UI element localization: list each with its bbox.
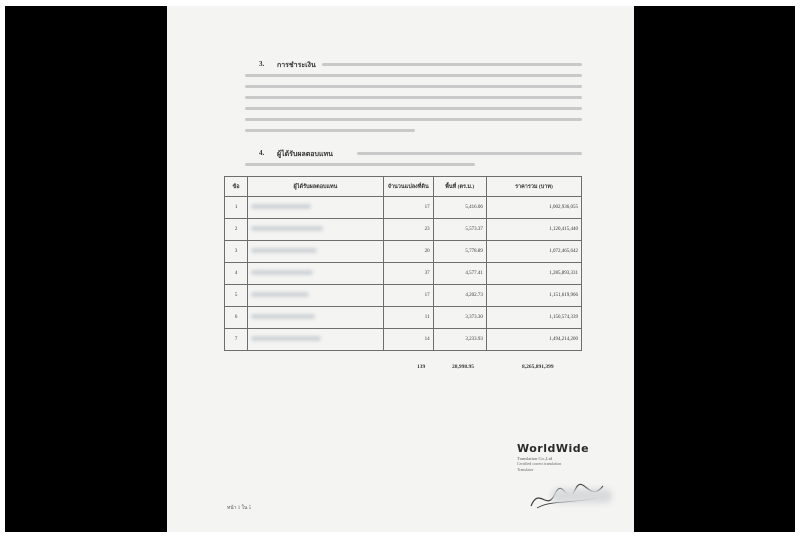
row-price: 1,494,214,200 — [486, 329, 581, 351]
table-row — [225, 307, 582, 329]
recipient-redacted — [248, 219, 384, 241]
row-price: 1,072,465,642 — [486, 241, 581, 263]
section-4-heading: ผู้ได้รับผลตอบแทน — [277, 150, 333, 158]
row-no: 3 — [225, 241, 248, 263]
col-header-no: ข้อ — [225, 177, 248, 197]
redacted-name — [552, 489, 612, 503]
row-area: 5,416.06 — [433, 197, 486, 219]
row-plots: 17 — [383, 197, 433, 219]
row-plots: 37 — [383, 263, 433, 285]
section-3-number: 3. — [259, 60, 265, 68]
table-row — [225, 197, 582, 219]
row-area: 5,778.89 — [433, 241, 486, 263]
col-header-area: พื้นที่ (ตร.ม.) — [433, 177, 486, 197]
total-plots: 139 — [417, 364, 426, 370]
row-plots: 23 — [383, 219, 433, 241]
recipient-redacted — [248, 241, 384, 263]
col-header-recipient: ผู้ได้รับผลตอบแทน — [248, 177, 384, 197]
row-no: 7 — [225, 329, 248, 351]
table-row — [225, 263, 582, 285]
row-price: 1,150,574,339 — [486, 307, 581, 329]
row-no: 4 — [225, 263, 248, 285]
col-header-price: ราคารวม (บาท) — [486, 177, 581, 197]
col-header-plots: จำนวนแปลงที่ดิน — [383, 177, 433, 197]
document-page — [167, 6, 634, 532]
recipient-redacted — [248, 197, 384, 219]
table-header-row — [225, 177, 582, 197]
logo-tagline: Translation Co.,Ltd — [517, 456, 553, 461]
page-number: หน้า 1 ใน 5 — [227, 506, 252, 511]
landowners-table — [224, 176, 582, 351]
row-area: 3,233.93 — [433, 329, 486, 351]
row-no: 2 — [225, 219, 248, 241]
row-plots: 14 — [383, 329, 433, 351]
logo-translator-line: Translator — [517, 467, 534, 472]
recipient-redacted — [248, 307, 384, 329]
recipient-redacted — [248, 263, 384, 285]
row-area: 4,577.41 — [433, 263, 486, 285]
table-row — [225, 219, 582, 241]
row-price: 1,002,936,055 — [486, 197, 581, 219]
row-plots: 20 — [383, 241, 433, 263]
section-3-heading: การชำระเงิน — [277, 61, 316, 69]
table-row — [225, 241, 582, 263]
row-area: 3,373.30 — [433, 307, 486, 329]
total-price: 8,265,891,399 — [522, 364, 554, 370]
row-no: 1 — [225, 197, 248, 219]
total-area: 28,998.95 — [452, 364, 474, 370]
row-no: 5 — [225, 285, 248, 307]
row-price: 1,151,619,966 — [486, 285, 581, 307]
row-price: 1,285,893,331 — [486, 263, 581, 285]
recipient-redacted — [248, 329, 384, 351]
worldwide-logo: WorldWide — [517, 442, 590, 455]
recipient-redacted — [248, 285, 384, 307]
row-area: 5,573.37 — [433, 219, 486, 241]
translator-stamp — [517, 442, 627, 473]
section-4-number: 4. — [259, 149, 265, 157]
row-price: 1,120,415,440 — [486, 219, 581, 241]
row-area: 4,202.73 — [433, 285, 486, 307]
row-no: 6 — [225, 307, 248, 329]
row-plots: 11 — [383, 307, 433, 329]
table-row — [225, 285, 582, 307]
logo-certified-line: Certified correct translation — [517, 461, 562, 466]
table-row — [225, 329, 582, 351]
row-plots: 17 — [383, 285, 433, 307]
